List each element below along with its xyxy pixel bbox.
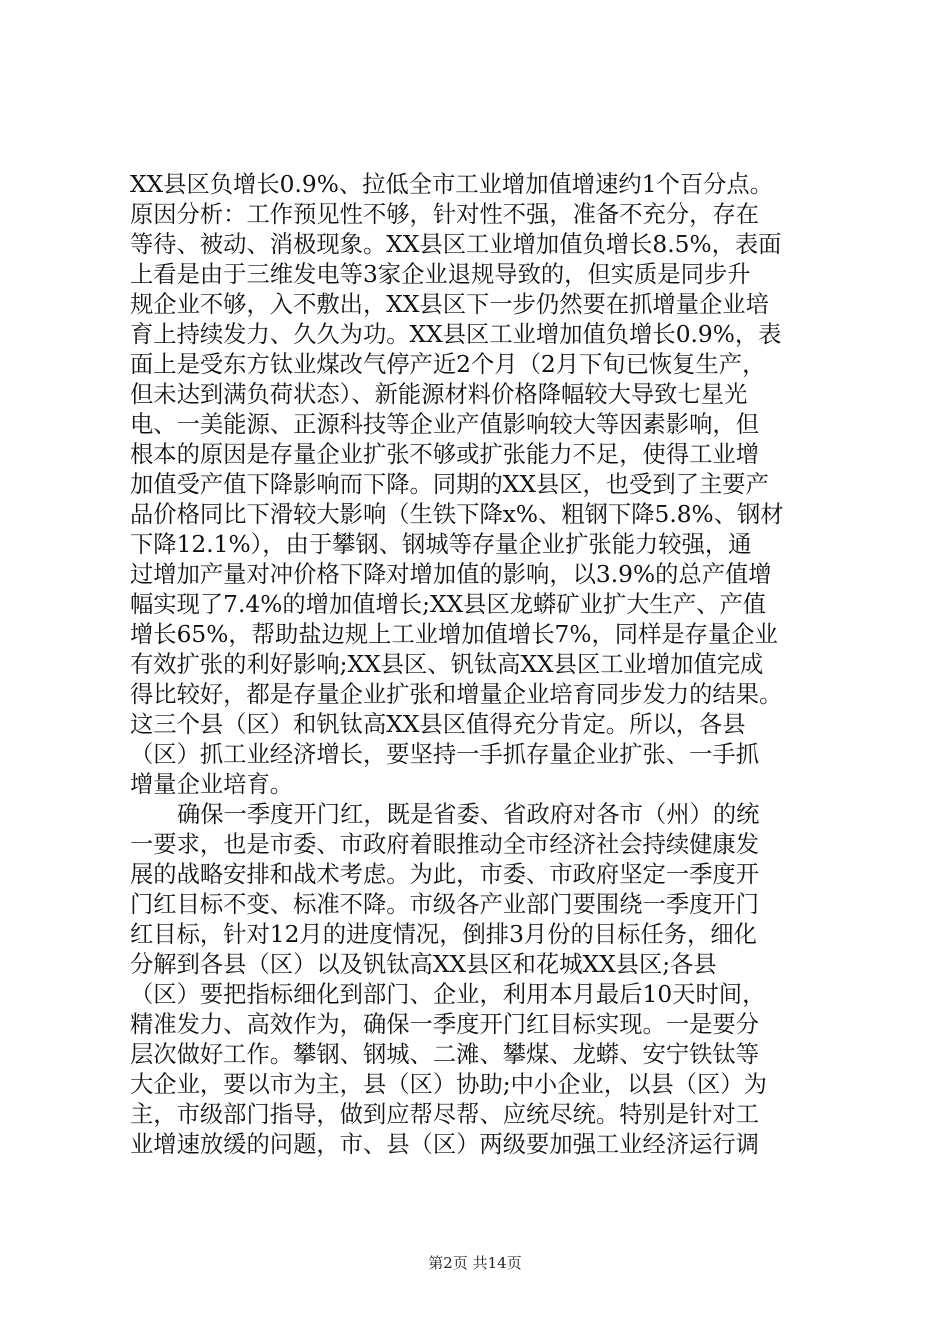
text-line: 等待、被动、消极现象。XX县区工业增加值负增长8.5%，表面	[130, 231, 782, 258]
text-line: 育上持续发力、久久为功。XX县区工业增加值负增长0.9%，表	[130, 321, 782, 348]
text-line: 增量企业培育。	[130, 771, 294, 798]
text-line: 这三个县（区）和钒钛高XX县区值得充分肯定。所以，各县	[130, 711, 746, 738]
text-line: XX县区负增长0.9%、拉低全市工业增加值增速约1个百分点。	[130, 171, 774, 198]
text-line: 有效扩张的利好影响;XX县区、钒钛高XX县区工业增加值完成	[130, 651, 764, 678]
text-line: （区）抓工业经济增长，要坚持一手抓存量企业扩张、一手抓	[130, 741, 760, 768]
text-line: 原因分析：工作预见性不够，针对性不强，准备不充分，存在	[130, 201, 760, 228]
text-line: 规企业不够，入不敷出，XX县区下一步仍然要在抓增量企业培	[130, 291, 769, 318]
document-body	[130, 170, 830, 1160]
text-line: 展的战略安排和战术考虑。为此，市委、市政府坚定一季度开	[130, 861, 760, 888]
text-line: 电、一美能源、正源科技等企业产值影响较大等因素影响，但	[130, 411, 760, 438]
text-line: 红目标，针对12月的进度情况，倒排3月份的目标任务，细化	[130, 921, 757, 948]
text-line: 层次做好工作。攀钢、钢城、二滩、攀煤、龙蟒、安宁铁钛等	[130, 1041, 760, 1068]
text-line: 得比较好，都是存量企业扩张和增量企业培育同步发力的结果。	[130, 681, 783, 708]
text-line: 但未达到满负荷状态）、新能源材料价格降幅较大导致七星光	[130, 381, 748, 408]
text-line: 根本的原因是存量企业扩张不够或扩张能力不足，使得工业增	[130, 441, 760, 468]
paragraph-first-line: 确保一季度开门红，既是省委、省政府对各市（州）的统	[177, 801, 760, 828]
page-number-footer: 第2页 共14页	[428, 1254, 522, 1272]
text-line: 过增加产量对冲价格下降对增加值的影响，以3.9%的总产值增	[130, 561, 772, 588]
text-line: 业增速放缓的问题，市、县（区）两级要加强工业经济运行调	[130, 1131, 760, 1158]
text-line: 面上是受东方钛业煤改气停产近2个月（2月下旬已恢复生产，	[130, 351, 766, 378]
text-line: 上看是由于三维发电等3家企业退规导致的，但实质是同步升	[130, 261, 751, 288]
text-line: 加值受产值下降影响而下降。同期的XX县区，也受到了主要产	[130, 471, 769, 498]
text-line: 精准发力、高效作为，确保一季度开门红目标实现。一是要分	[130, 1011, 760, 1038]
text-line: 主，市级部门指导，做到应帮尽帮、应统尽统。特别是针对工	[130, 1101, 760, 1128]
text-line: 下降12.1%），由于攀钢、钢城等存量企业扩张能力较强，通	[130, 531, 752, 558]
text-line: 一要求，也是市委、市政府着眼推动全市经济社会持续健康发	[130, 831, 760, 858]
text-line: 增长65%，帮助盐边规上工业增加值增长7%，同样是存量企业	[130, 621, 778, 648]
text-line: 品价格同比下滑较大影响（生铁下降x%、粗钢下降5.8%、钢材	[130, 501, 784, 528]
text-line: 门红目标不变、标准不降。市级各产业部门要围绕一季度开门	[130, 891, 760, 918]
text-line: 分解到各县（区）以及钒钛高XX县区和花城XX县区;各县	[130, 951, 717, 978]
text-line: 幅实现了7.4%的增加值增长;XX县区龙蟒矿业扩大生产、产值	[130, 591, 767, 618]
text-line: （区）要把指标细化到部门、企业，利用本月最后10天时间，	[130, 981, 766, 1008]
text-line: 大企业，要以市为主，县（区）协助;中小企业，以县（区）为	[130, 1071, 767, 1098]
